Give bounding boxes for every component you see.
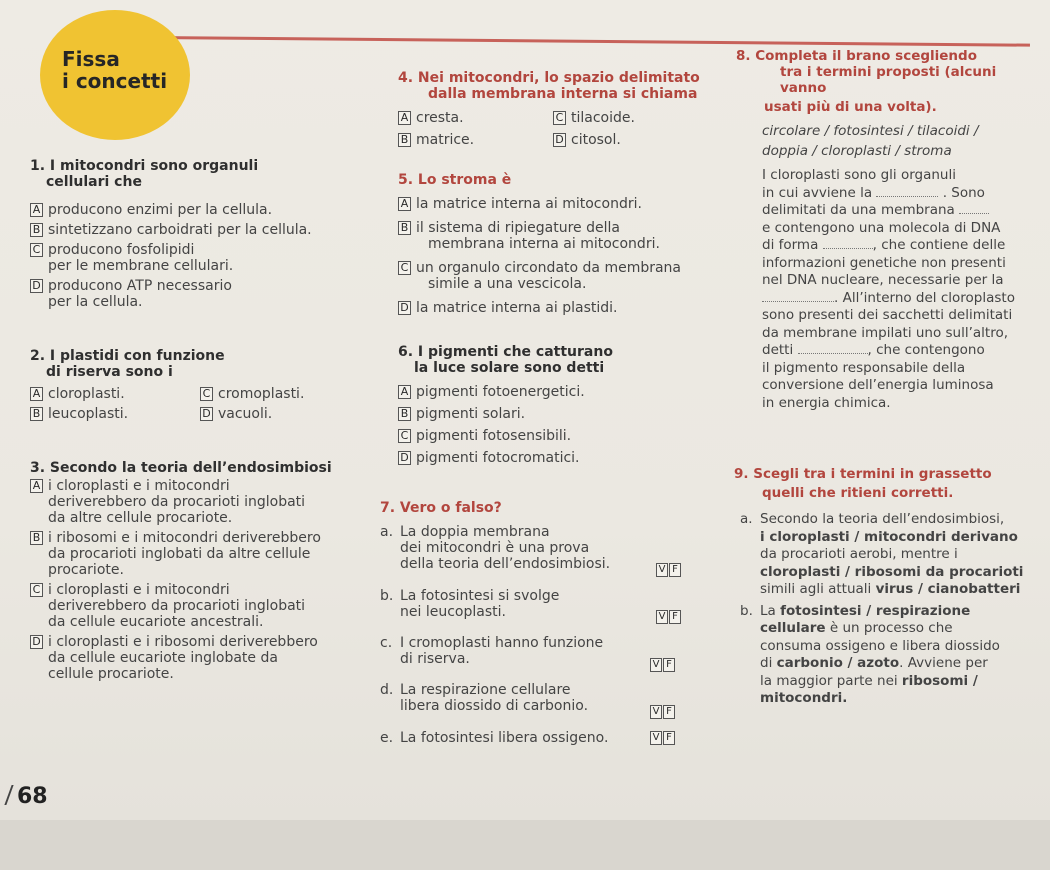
q8-blank-1[interactable] <box>876 196 938 197</box>
q2-option-d[interactable]: D vacuoli. <box>200 406 272 422</box>
q9-item-b: b. La fotosintesi / respirazione cellulare è un processo che consuma ossigeno e libera diossido di carbonio / azoto. Avviene per la maggior parte nei ribosomi / mitocondri. <box>740 602 1000 706</box>
q9-item-a: a. Secondo la teoria dell’endosimbiosi, i cloroplasti / mitocondri derivano da procarioti aerobi, mentre i cloroplasti / ribosomi da procarioti simili agli attuali virus / cianobatteri <box>734 511 1046 599</box>
question-4-title: 4. Nei mitocondri, lo spazio delimitato <box>398 70 700 86</box>
section-title-line1: Fissa <box>62 47 120 71</box>
q5-option-c[interactable]: C un organulo circondato da membrana simile a una vescicola. <box>398 260 728 292</box>
page-bottom-margin <box>0 820 1050 870</box>
q5-option-b[interactable]: B il sistema di ripiegature della membrana interna ai mitocondri. <box>398 220 728 252</box>
q9-a-choice-1[interactable]: i cloroplasti / mitocondri derivano <box>760 528 1018 545</box>
question-8 <box>736 48 1046 412</box>
q7-a-false[interactable]: F <box>669 563 681 577</box>
question-8-title: 8. Completa il brano scegliendo <box>736 48 977 64</box>
q7-c-false[interactable]: F <box>663 658 675 672</box>
question-7 <box>380 500 710 760</box>
q3-option-c[interactable]: C i cloroplasti e i mitocondri deriverebbero da procarioti inglobati da cellule eucariote ancestrali. <box>30 582 370 630</box>
q7-b-truefalse <box>656 610 681 624</box>
q2-option-b[interactable]: B leucoplasti. <box>30 406 180 422</box>
page-number: 68 <box>8 784 48 809</box>
q2-option-c[interactable]: C cromoplasti. <box>200 386 304 402</box>
q7-item-c: c. I cromoplasti hanno funzione di riserva. <box>380 635 604 667</box>
question-4-title-cont: dalla membrana interna si chiama <box>428 86 698 102</box>
q7-b-false[interactable]: F <box>669 610 681 624</box>
q7-item-d: d. La respirazione cellulare libera diossido di carbonio. <box>380 682 589 714</box>
question-3-title: 3. Secondo la teoria dell’endosimbiosi <box>30 460 332 476</box>
question-6-title: 6. I pigmenti che catturano <box>398 344 613 360</box>
question-8-title-cont: tra i termini proposti (alcuni vanno <box>780 64 997 96</box>
q6-option-d[interactable]: D pigmenti fotocromatici. <box>398 450 728 466</box>
question-6-title-cont: la luce solare sono detti <box>414 360 605 376</box>
q3-option-a[interactable]: A i cloroplasti e i mitocondri deriverebbero da procarioti inglobati da altre cellule procariote. <box>30 478 370 526</box>
q9-a-choice-3[interactable]: virus / cianobatteri <box>875 581 1021 597</box>
q1-option-c[interactable]: C producono fosfolipidi per le membrane cellulari. <box>30 242 360 274</box>
q7-c-true[interactable]: V <box>650 658 662 672</box>
q9-b-choice-1[interactable]: fotosintesi / respirazione <box>780 602 971 619</box>
question-3 <box>30 460 370 682</box>
q8-passage: I cloroplasti sono gli organuli in cui avviene la . Sono delimitati da una membrana e contengono una molecola di DNA di forma , che contiene delle informazioni genetiche non presenti nel DNA nucleare, necessarie per la . All’interno del cloroplasto sono presenti dei sacchetti delimitati da membrane impilati uno sull’altro, detti , che contengono il pigmento responsabile della conversione dell’energia luminosa in energia chimica. <box>762 167 1015 411</box>
q4-option-c[interactable]: C tilacoide. <box>553 110 635 126</box>
section-title-line2: i concetti <box>62 69 168 93</box>
question-1-title: 1. I mitocondri sono organuli <box>30 158 259 174</box>
question-9-title: 9. Scegli tra i termini in grassetto <box>734 466 992 482</box>
q8-term-bank-2: doppia / cloroplasti / stroma <box>762 143 952 159</box>
q1-option-b[interactable]: B sintetizzano carboidrati per la cellula. <box>30 222 360 238</box>
q4-option-b[interactable]: B matrice. <box>398 132 533 148</box>
q7-b-true[interactable]: V <box>656 610 668 624</box>
q8-blank-4[interactable] <box>762 301 834 302</box>
question-9-title-cont: quelli che ritieni corretti. <box>762 485 954 501</box>
q2-option-a[interactable]: A cloroplasti. <box>30 386 180 402</box>
question-8-title-cont2: usati più di una volta). <box>764 99 937 115</box>
question-2-title-cont: di riserva sono i <box>46 364 173 380</box>
q5-option-a[interactable]: A la matrice interna ai mitocondri. <box>398 196 728 212</box>
q8-blank-3[interactable] <box>823 248 873 249</box>
q7-d-truefalse <box>650 705 675 719</box>
q9-b-choice-3[interactable]: ribosomi / <box>901 672 978 689</box>
q7-e-true[interactable]: V <box>650 731 662 745</box>
q7-a-truefalse <box>656 563 681 577</box>
q7-a-true[interactable]: V <box>656 563 668 577</box>
question-5 <box>398 172 728 316</box>
q1-option-d[interactable]: D producono ATP necessario per la cellula. <box>30 278 360 310</box>
q7-d-false[interactable]: F <box>663 705 675 719</box>
q6-option-b[interactable]: B pigmenti solari. <box>398 406 728 422</box>
q7-c-truefalse <box>650 658 675 672</box>
question-1-title-cont: cellulari che <box>46 174 142 190</box>
question-7-title: 7. Vero o falso? <box>380 500 502 516</box>
q3-option-d[interactable]: D i cloroplasti e i ribosomi deriverebbero da cellule eucariote inglobate da cellule procariote. <box>30 634 370 682</box>
q4-option-a[interactable]: A cresta. <box>398 110 533 126</box>
question-2-title: 2. I plastidi con funzione <box>30 348 225 364</box>
q8-term-bank-1: circolare / fotosintesi / tilacoidi / <box>762 123 979 139</box>
q7-d-true[interactable]: V <box>650 705 662 719</box>
header-rule <box>150 36 1030 47</box>
section-title <box>62 48 167 92</box>
q5-option-d[interactable]: D la matrice interna ai plastidi. <box>398 300 728 316</box>
q7-e-truefalse <box>650 731 675 745</box>
q3-option-b[interactable]: B i ribosomi e i mitocondri deriverebbero da procarioti inglobati da altre cellule procariote. <box>30 530 370 578</box>
q9-b-choice-2[interactable]: carbonio / azoto <box>776 655 900 671</box>
question-9 <box>734 466 1046 708</box>
q7-item-e: e. La fotosintesi libera ossigeno. <box>380 730 609 746</box>
q9-a-choice-2[interactable]: cloroplasti / ribosomi da procarioti <box>760 563 1024 580</box>
q6-option-c[interactable]: C pigmenti fotosensibili. <box>398 428 728 444</box>
q4-option-d[interactable]: D citosol. <box>553 132 621 148</box>
q8-blank-5[interactable] <box>798 353 868 354</box>
q6-option-a[interactable]: A pigmenti fotoenergetici. <box>398 384 728 400</box>
q1-option-a[interactable]: A producono enzimi per la cellula. <box>30 202 360 218</box>
q7-e-false[interactable]: F <box>663 731 675 745</box>
q7-item-b: b. La fotosintesi si svolge nei leucoplasti. <box>380 588 560 620</box>
question-5-title: 5. Lo stroma è <box>398 172 512 188</box>
question-1 <box>30 158 360 310</box>
q7-item-a: a. La doppia membrana dei mitocondri è una prova della teoria dell’endosimbiosi. <box>380 524 611 572</box>
question-2 <box>30 348 360 422</box>
q8-blank-2[interactable] <box>959 213 989 214</box>
question-4 <box>398 70 728 148</box>
question-6 <box>398 344 728 466</box>
